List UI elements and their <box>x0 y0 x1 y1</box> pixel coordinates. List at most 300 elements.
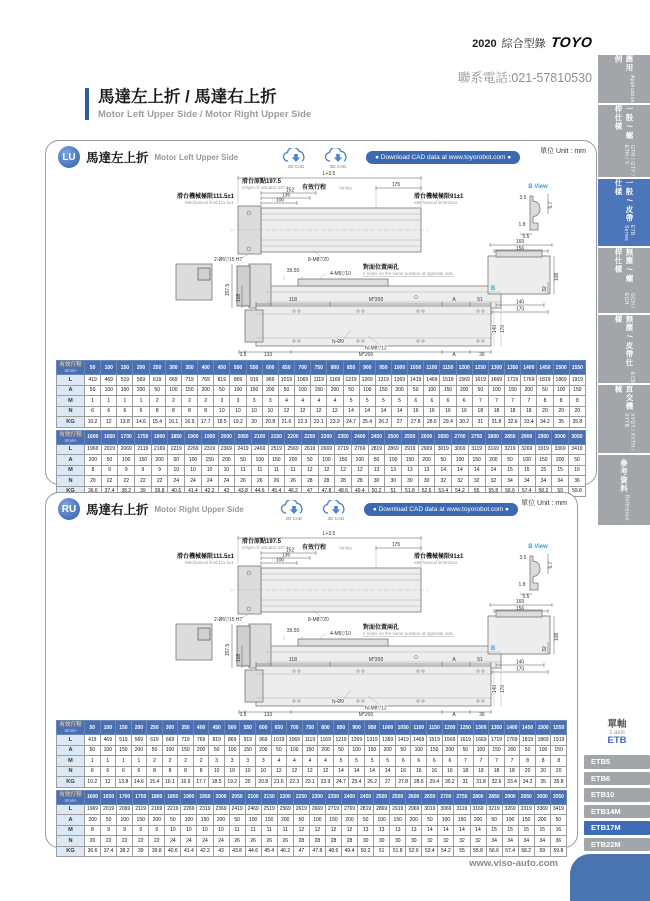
table-cell: 11 <box>235 465 252 476</box>
table-cell: 43 <box>213 846 229 857</box>
table-cell: 50 <box>486 815 502 826</box>
table-cell: 22 <box>135 476 152 487</box>
table-cell: 6 <box>408 396 424 407</box>
table-cell: 30 <box>406 836 422 847</box>
stroke-column-header: 800 <box>318 721 334 735</box>
table-cell: 2519 <box>261 804 277 815</box>
table-cell: 55.8 <box>470 846 486 857</box>
table-cell: 150 <box>246 385 262 396</box>
table-cell: 50 <box>293 815 309 826</box>
dim-label: 32 <box>542 646 548 652</box>
table-cell: 14 <box>349 766 365 777</box>
stroke-column-header: 2900 <box>502 790 518 804</box>
table-cell: 14 <box>438 825 454 836</box>
table-cell: 9 <box>151 465 168 476</box>
table-cell: 150 <box>240 745 256 756</box>
table-cell: 31.8 <box>473 777 489 788</box>
dim-label: 39.50 <box>286 268 300 274</box>
table-cell: 45.4 <box>261 846 277 857</box>
table-cell: 9 <box>101 465 118 476</box>
stroke-column-header: 650 <box>271 721 287 735</box>
stroke-column-header: 2100 <box>245 790 261 804</box>
stroke-column-header: 1900 <box>181 790 197 804</box>
stroke-column-header: 900 <box>359 361 375 375</box>
dim-label: Mechanical limit:91±1 <box>414 200 458 205</box>
stroke-column-header: 100 <box>100 721 116 735</box>
table-cell: 24 <box>181 836 197 847</box>
stroke-column-header: 1400 <box>521 361 537 375</box>
table-cell: 10 <box>262 406 278 417</box>
table-cell: 54.2 <box>438 846 454 857</box>
table-cell: 12 <box>287 766 303 777</box>
table-cell: 15 <box>535 465 552 476</box>
table-cell: 1069 <box>287 735 303 746</box>
table-cell: 50 <box>214 385 230 396</box>
table-cell: 100 <box>318 455 335 466</box>
table-cell: 2969 <box>418 444 435 455</box>
dim-label: 170 <box>515 666 525 673</box>
corner-decoration <box>570 854 650 901</box>
table-cell: 3 <box>214 396 230 407</box>
stroke-column-header: 2800 <box>470 790 486 804</box>
table-cell: 6 <box>85 766 101 777</box>
table-cell: 819 <box>209 735 225 746</box>
table-cell: 48.6 <box>325 846 341 857</box>
dim-label: 滑台機械極限91±1 <box>414 194 464 200</box>
table-cell: 200 <box>442 745 458 756</box>
table-cell: 200 <box>534 815 550 826</box>
stroke-column-header: 850 <box>333 721 349 735</box>
table-cell: 12 <box>318 766 334 777</box>
stroke-column-header: 1300 <box>473 721 489 735</box>
table-cell: 34.2 <box>537 417 553 428</box>
stroke-header-cell: 有效行程 Stroke <box>57 361 85 375</box>
stroke-column-header: 1450 <box>520 721 536 735</box>
sidebar-tab-gch-ech[interactable]: 無塵 / 螺桿仕樣 GCH / ECH <box>598 248 650 313</box>
stroke-column-header: 400 <box>193 721 209 735</box>
table-cell: 100 <box>518 455 535 466</box>
table-cell: 26 <box>251 476 268 487</box>
table-cell: 1369 <box>391 375 407 386</box>
table-cell: 200 <box>131 745 147 756</box>
table-cell: 619 <box>149 375 165 386</box>
table-cell: 150 <box>268 455 285 466</box>
table-cell: 569 <box>133 375 149 386</box>
series-item-etb17m[interactable]: ETB17M <box>584 821 650 835</box>
table-cell: 10 <box>185 465 202 476</box>
table-cell: 14.6 <box>131 777 147 788</box>
table-cell: 1269 <box>359 375 375 386</box>
table-cell: 8 <box>537 396 553 407</box>
cad-3d-download-icon[interactable]: 3D CAD <box>318 500 354 521</box>
table-cell: 16.9 <box>181 417 197 428</box>
table-cell: 34 <box>535 476 552 487</box>
table-cell: 11 <box>285 465 302 476</box>
dim-label: 140 <box>492 324 498 334</box>
table-cell: 150 <box>116 745 132 756</box>
table-cell: 46.2 <box>277 846 293 857</box>
table-cell: 919 <box>240 735 256 746</box>
table-cell: 2 <box>193 756 209 767</box>
catalog-header <box>472 34 592 51</box>
row-label: L <box>57 735 85 746</box>
table-cell: 26 <box>235 476 252 487</box>
stroke-column-header: 1000 <box>391 361 407 375</box>
table-cell: 20 <box>537 406 553 417</box>
table-cell: 200 <box>198 385 214 396</box>
stroke-column-header: 2400 <box>342 790 358 804</box>
table-cell: 100 <box>181 815 197 826</box>
footer-url: www.viso-auto.com <box>469 858 558 869</box>
table-cell: 20 <box>551 766 567 777</box>
stroke-column-header: 2250 <box>301 430 318 444</box>
table-cell: 50.2 <box>358 846 374 857</box>
dim-label: M*200 <box>368 657 384 663</box>
table-cell: 1819 <box>537 375 553 386</box>
series-item-etb5[interactable]: ETB5 <box>584 755 650 769</box>
table-cell: 15 <box>486 825 502 836</box>
dim-label: B View <box>528 544 548 550</box>
table-cell: 2369 <box>213 804 229 815</box>
table-cell: 50 <box>472 385 488 396</box>
table-cell: 15.4 <box>147 777 163 788</box>
row-label: KG <box>57 777 85 788</box>
dim-label: N-M8▽12 <box>365 345 387 352</box>
toyo-logo: TOYO <box>549 34 593 50</box>
sidebar-tab-xygt-xyth-xytb[interactable]: 直交機械 XYGT / XYTH / XYTB <box>598 385 650 453</box>
table-cell: 100 <box>251 455 268 466</box>
table-cell: 8 <box>149 406 165 417</box>
table-cell: 6 <box>427 756 443 767</box>
table-cell: 1619 <box>472 375 488 386</box>
stroke-column-header: 1100 <box>424 361 440 375</box>
table-cell: 20 <box>535 766 551 777</box>
sidebar-tab-reference[interactable]: 參考資料 Reference <box>598 455 650 525</box>
stroke-column-header: 2950 <box>535 430 552 444</box>
table-cell: 3269 <box>518 444 535 455</box>
table-cell: 26 <box>245 836 261 847</box>
table-cell: 22 <box>101 836 117 847</box>
table-cell: 15 <box>518 825 534 836</box>
table-cell: 150 <box>489 745 505 756</box>
stroke-column-header: 2150 <box>261 790 277 804</box>
table-cell: 35.8 <box>551 777 567 788</box>
row-label: L <box>57 804 85 815</box>
dim-label: 有效行程 <box>301 185 327 191</box>
dim-label: 3.5 <box>519 555 527 561</box>
stroke-column-header: 3000 <box>534 790 550 804</box>
cad-download-banner[interactable]: ● Download CAD data at www.toyorobot.com ● <box>364 503 518 516</box>
stroke-column-header: 950 <box>375 361 391 375</box>
table-cell: 20 <box>553 406 569 417</box>
table-cell: 6 <box>133 406 149 417</box>
table-cell: 100 <box>165 385 181 396</box>
dim-label: 133 <box>263 352 273 358</box>
table-cell: 32 <box>438 836 454 847</box>
table-cell: 6 <box>424 396 440 407</box>
table-cell: 669 <box>162 735 178 746</box>
stroke-column-header: 850 <box>343 361 359 375</box>
cad-download-banner[interactable]: ● Download CAD data at www.toyorobot.com ● <box>366 151 520 164</box>
table-cell: 2819 <box>368 444 385 455</box>
stroke-column-header: 1400 <box>504 721 520 735</box>
table-cell: 17.7 <box>198 417 214 428</box>
table-cell: 100 <box>452 455 469 466</box>
stroke-column-header: 2550 <box>390 790 406 804</box>
table-cell: 2619 <box>301 444 318 455</box>
table-cell: 16 <box>456 406 472 417</box>
stroke-column-header: 2400 <box>352 430 369 444</box>
table-cell: 13 <box>368 465 385 476</box>
dim-label: 8-M8▽20 <box>308 257 329 263</box>
table-cell: 3169 <box>485 444 502 455</box>
table-cell: 18 <box>521 406 537 417</box>
table-cell: 2919 <box>390 804 406 815</box>
table-cell: 3419 <box>550 804 566 815</box>
table-cell: 25.4 <box>359 417 375 428</box>
table-cell: 200 <box>352 455 369 466</box>
table-cell: 100 <box>295 385 311 396</box>
table-cell: 100 <box>185 455 202 466</box>
table-cell: 42.2 <box>197 846 213 857</box>
sidebar-tab-ecb[interactable]: 無塵 / 皮帶仕樣 ECB <box>598 315 650 383</box>
dim-label: 2 holes on the same position at opposite side. <box>363 271 455 276</box>
table-cell: 34 <box>518 476 535 487</box>
stroke-column-header: 1600 <box>85 430 102 444</box>
table-cell: 14 <box>454 825 470 836</box>
table-cell: 3219 <box>502 444 519 455</box>
table-cell: 1719 <box>505 375 521 386</box>
table-cell: 13.8 <box>116 777 132 788</box>
dim-label: 118 <box>289 657 297 663</box>
table-cell: 18 <box>472 406 488 417</box>
dim-label: 3.5 <box>239 352 247 358</box>
table-cell: 100 <box>118 455 135 466</box>
table-cell: 20 <box>85 836 101 847</box>
table-cell: 13 <box>406 825 422 836</box>
cad-2d-download-icon[interactable]: 2D CAD <box>276 500 312 521</box>
table-cell: 8 <box>178 766 194 777</box>
table-cell: 23.1 <box>311 417 327 428</box>
series-nav-header <box>584 720 650 746</box>
table-cell: 50 <box>235 455 252 466</box>
table-cell: 2019 <box>101 444 118 455</box>
table-cell: 3 <box>224 756 240 767</box>
table-cell: 11 <box>251 465 268 476</box>
table-cell: 30 <box>385 476 402 487</box>
table-cell: 2 <box>165 396 181 407</box>
table-cell: 55 <box>454 846 470 857</box>
dim-label: 152 <box>285 187 295 194</box>
table-cell: 50 <box>435 455 452 466</box>
table-cell: 1669 <box>473 735 489 746</box>
stroke-column-header: 1250 <box>458 721 474 735</box>
table-cell: 22 <box>117 836 133 847</box>
table-cell: 5 <box>349 756 365 767</box>
stroke-column-header: 2300 <box>309 790 325 804</box>
stroke-column-header: 1350 <box>489 721 505 735</box>
table-cell: 469 <box>100 735 116 746</box>
series-item-etb6[interactable]: ETB6 <box>584 772 650 786</box>
table-cell: 1919 <box>569 375 585 386</box>
table-cell: 100 <box>359 385 375 396</box>
stroke-column-header: 450 <box>209 721 225 735</box>
table-cell: 40.6 <box>165 846 181 857</box>
section-header <box>46 141 596 168</box>
table-cell: 8 <box>165 406 181 417</box>
table-cell: 1119 <box>311 375 327 386</box>
table-cell: 12 <box>335 465 352 476</box>
series-item-etb14m[interactable]: ETB14M <box>584 805 650 819</box>
table-cell: 100 <box>287 745 303 756</box>
section-badge-lu: LU <box>58 146 80 168</box>
dim-label: L+3.5 <box>322 531 336 537</box>
table-cell: 10 <box>213 825 229 836</box>
table-cell: 8 <box>193 766 209 777</box>
table-cell: 51 <box>374 846 390 857</box>
table-cell: 50 <box>147 745 163 756</box>
table-cell: 150 <box>440 385 456 396</box>
table-cell: 2869 <box>385 444 402 455</box>
table-cell: 24 <box>165 836 181 847</box>
table-cell: 200 <box>218 455 235 466</box>
cad-3d-download-icon[interactable]: 3D CAD <box>320 148 356 169</box>
table-cell: 22.3 <box>295 417 311 428</box>
table-cell: 31 <box>458 777 474 788</box>
dim-label: 39.50 <box>286 628 300 634</box>
table-cell: 9 <box>101 825 117 836</box>
table-cell: 16 <box>424 406 440 417</box>
dim-label: M*200 <box>358 352 374 358</box>
table-cell: 16 <box>411 766 427 777</box>
stroke-column-header: 3000 <box>552 430 569 444</box>
stroke-column-header: 1100 <box>411 721 427 735</box>
table-cell: 9 <box>117 825 133 836</box>
section-title-cn: 馬達右上折 <box>86 503 149 517</box>
table-cell: 2169 <box>149 804 165 815</box>
table-cell: 9 <box>118 465 135 476</box>
dim-label: A <box>452 712 456 718</box>
table-cell: 50 <box>458 745 474 756</box>
table-cell: 6 <box>116 766 132 777</box>
stroke-column-header: 2950 <box>518 790 534 804</box>
table-cell: 16.9 <box>178 777 194 788</box>
dim-label: 108 <box>236 653 242 663</box>
table-cell: 34 <box>518 836 534 847</box>
stroke-column-header: 1500 <box>553 361 569 375</box>
table-cell: 24 <box>197 836 213 847</box>
sidebar-tab-gth-gty-eth-y[interactable]: 一般 / 螺桿仕樣 GTH / GTY / ETH / Y <box>598 105 650 177</box>
table-cell: 30 <box>390 836 406 847</box>
section-title-cn: 馬達左上折 <box>86 151 149 165</box>
table-cell: 28 <box>318 476 335 487</box>
table-cell: 36 <box>568 476 585 487</box>
table-cell: 519 <box>116 735 132 746</box>
table-cell: 1319 <box>364 735 380 746</box>
dim-label: 169 <box>515 239 525 245</box>
table-cell: 2069 <box>118 444 135 455</box>
table-cell: 2 <box>149 396 165 407</box>
stroke-column-header: 750 <box>302 721 318 735</box>
table-cell: 50 <box>229 815 245 826</box>
table-cell: 26 <box>268 476 285 487</box>
table-cell: 2969 <box>406 804 422 815</box>
table-cell: 2269 <box>181 804 197 815</box>
stroke-column-header: 250 <box>149 361 165 375</box>
table-cell: 14 <box>422 825 438 836</box>
table-cell: 150 <box>390 815 406 826</box>
stroke-column-header: 1650 <box>101 430 118 444</box>
table-cell: 150 <box>569 385 585 396</box>
table-cell: 9 <box>133 825 149 836</box>
table-cell: 1519 <box>440 375 456 386</box>
table-cell: 8 <box>551 756 567 767</box>
dim-label: 5.7 <box>548 201 554 209</box>
table-cell: 50 <box>149 385 165 396</box>
table-cell: 51.8 <box>390 846 406 857</box>
table-cell: 200 <box>133 385 149 396</box>
table-cell: 7 <box>505 396 521 407</box>
sidebar-tab-application[interactable]: 應用例 Application <box>598 55 650 103</box>
cad-2d-download-icon[interactable]: 2D CAD <box>278 148 314 169</box>
table-cell: 1219 <box>333 735 349 746</box>
table-cell: 1 <box>85 396 101 407</box>
table-cell: 6 <box>411 756 427 767</box>
table-cell: 1919 <box>551 735 567 746</box>
table-cell: 150 <box>551 745 567 756</box>
table-cell: 13 <box>390 825 406 836</box>
table-cell: 5 <box>380 756 396 767</box>
table-cell: 20.8 <box>262 417 278 428</box>
dim-label: 140 <box>492 684 498 694</box>
table-cell: 4 <box>295 396 311 407</box>
table-cell: 50 <box>278 385 294 396</box>
stroke-header-cell: 有效行程 Stroke <box>57 790 85 804</box>
stroke-column-header: 50 <box>85 361 101 375</box>
series-item-etb10[interactable]: ETB10 <box>584 788 650 802</box>
stroke-column-header: 600 <box>262 361 278 375</box>
table-cell: 2219 <box>168 444 185 455</box>
dim-label: Stroke <box>339 185 353 191</box>
table-cell: 1 <box>100 756 116 767</box>
table-cell: 50 <box>209 745 225 756</box>
dim-label: Origin of actuator:197.5 <box>242 185 290 190</box>
table-cell: 13 <box>374 825 390 836</box>
table-cell: 150 <box>133 815 149 826</box>
dim-label: M*200 <box>368 297 384 303</box>
stroke-column-header: 2700 <box>452 430 469 444</box>
dim-label: 5.5 <box>522 594 530 600</box>
table-cell: 10 <box>197 825 213 836</box>
table-cell: 769 <box>193 735 209 746</box>
table-cell: 2869 <box>374 804 390 815</box>
table-cell: 16 <box>408 406 424 417</box>
sidebar-tab-etb-series[interactable]: 一般 / 皮帶仕樣 ETB Series <box>598 179 650 246</box>
table-cell: 14.6 <box>133 417 149 428</box>
table-cell: 200 <box>504 745 520 756</box>
table-cell: 10 <box>246 406 262 417</box>
dim-label: N-M8▽12 <box>365 705 387 712</box>
series-group-code: ETB <box>607 735 627 747</box>
table-cell: 18 <box>504 766 520 777</box>
table-cell: 1 <box>133 396 149 407</box>
series-item-etb22m[interactable]: ETB22M <box>584 838 650 852</box>
table-cell: 34 <box>534 836 550 847</box>
dim-label: 108 <box>554 272 560 282</box>
table-cell: 150 <box>302 745 318 756</box>
table-cell: 919 <box>246 375 262 386</box>
table-cell: 200 <box>456 385 472 396</box>
